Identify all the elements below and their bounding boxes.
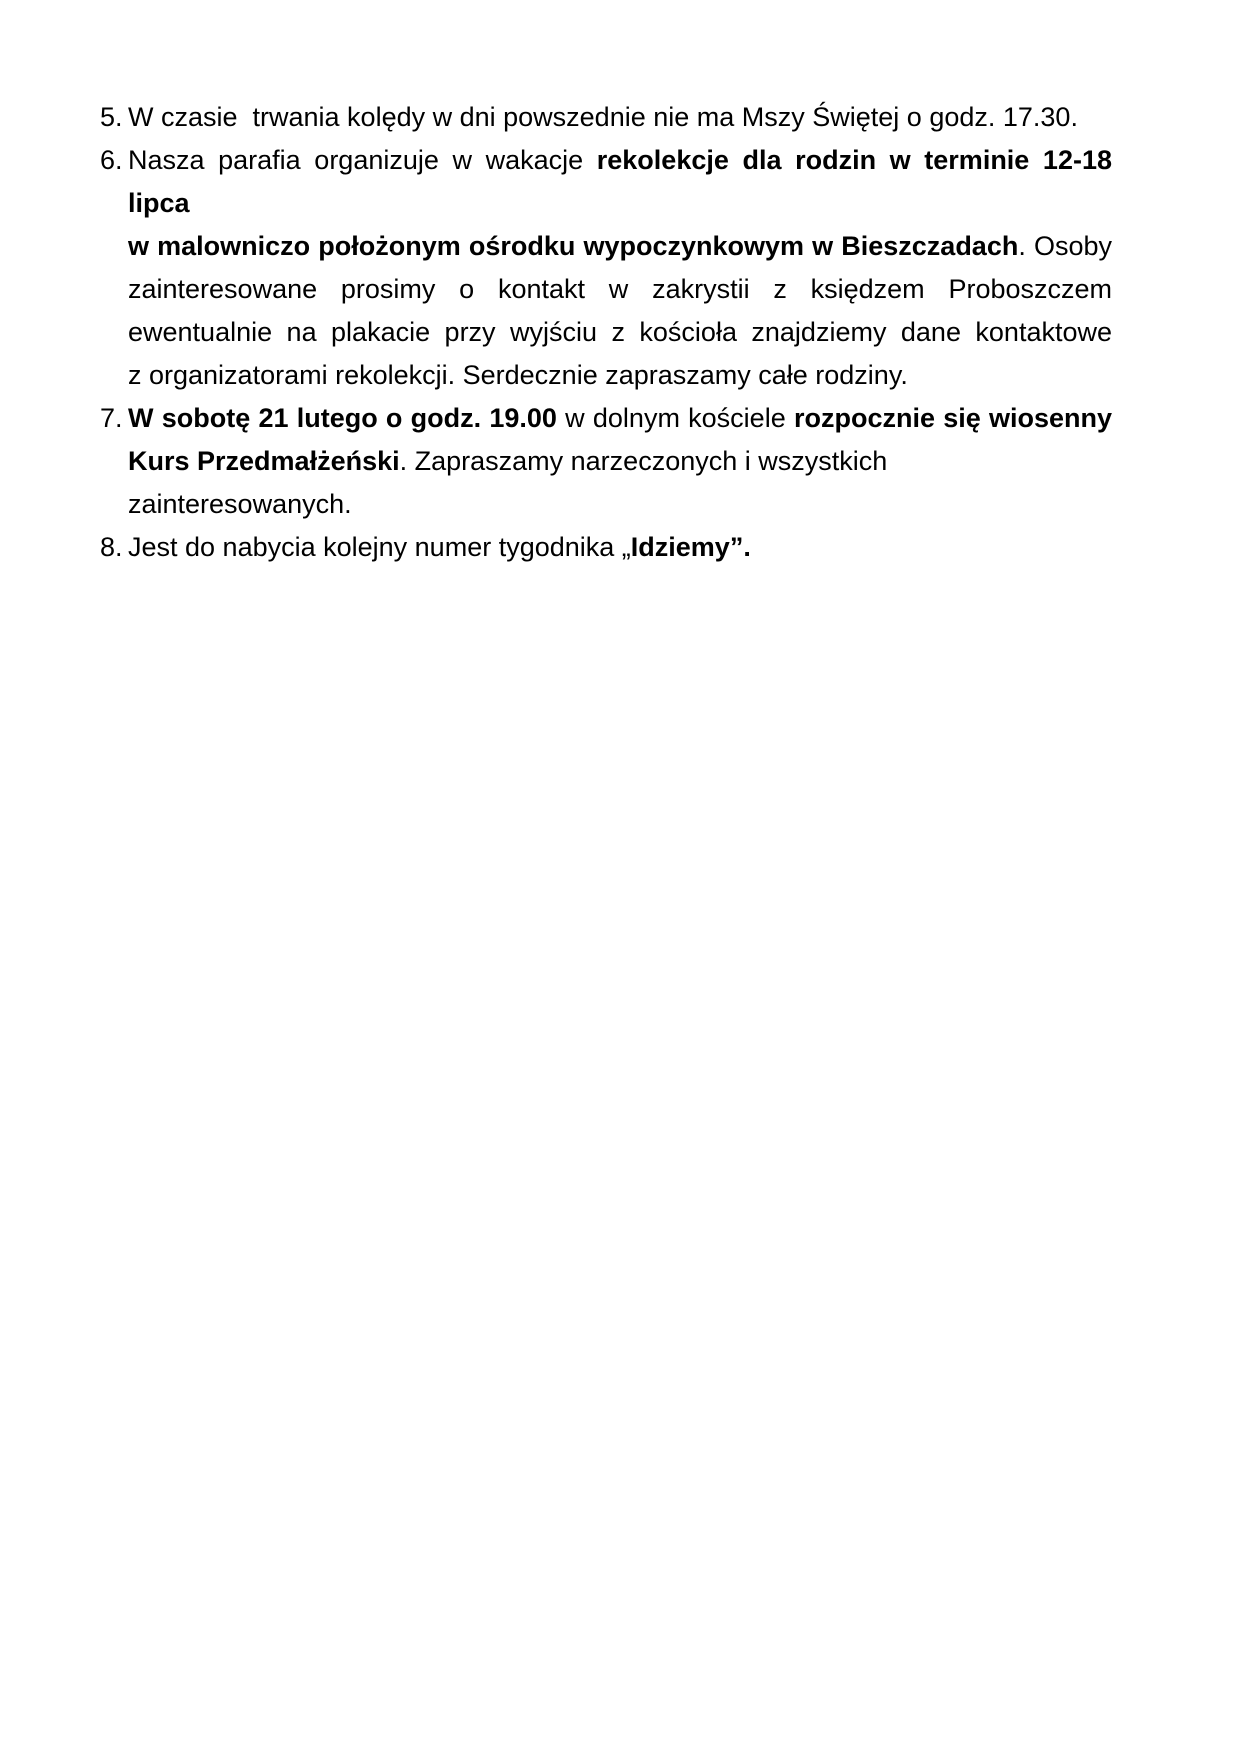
list-item	[100, 139, 1120, 397]
text-line	[128, 311, 1112, 354]
list-item-number: 8.	[100, 532, 123, 562]
text-segment: Idziemy”.	[630, 532, 751, 562]
list-item-number: 6.	[100, 145, 123, 175]
list-item-number: 5.	[100, 102, 123, 132]
text-line	[128, 354, 1112, 397]
text-segment: ewentualnie na plakacie przy wyjściu z kościoła znajdziemy dane kontaktowe	[128, 317, 1112, 347]
text-segment: W czasie trwania kolędy w dni powszednie nie ma Mszy Świętej o godz. 17.30.	[128, 102, 1078, 132]
text-line	[128, 440, 1112, 526]
list-item	[100, 397, 1112, 526]
text-segment: z organizatorami rekolekcji. Serdecznie zapraszamy całe rodziny.	[128, 360, 908, 390]
list-item-number: 7.	[100, 403, 123, 433]
text-segment: W sobotę 21 lutego o godz. 19.00	[128, 403, 557, 433]
text-segment: w dolnym kościele	[556, 403, 794, 433]
text-line	[128, 526, 1112, 569]
text-segment: zainteresowane prosimy o kontakt w zakrystii z księdzem Proboszczem	[128, 274, 1112, 304]
text-segment: . Osoby	[1018, 231, 1112, 261]
text-segment: . Zapraszamy narzeczonych i wszystkich zainteresowanych.	[128, 446, 895, 519]
text-line	[128, 225, 1112, 268]
text-line	[128, 96, 1112, 139]
text-segment: rekolekcje dla rodzin w terminie 12-18 lipca	[128, 145, 1120, 218]
announcements-list	[100, 96, 1120, 569]
text-segment: rozpocznie się wiosenny	[793, 403, 1112, 433]
text-segment: Nasza parafia organizuje w wakacje	[128, 145, 597, 175]
text-line	[128, 139, 1120, 225]
text-segment: w malowniczo położonym ośrodku wypoczynkowym w Bieszczadach	[128, 231, 1019, 261]
list-item	[100, 526, 1112, 569]
text-segment: Kurs Przedmałżeński	[128, 446, 400, 476]
list-item	[100, 96, 1112, 139]
text-line	[128, 397, 1112, 440]
text-line	[128, 268, 1112, 311]
text-segment: Jest do nabycia kolejny numer tygodnika „	[128, 532, 631, 562]
